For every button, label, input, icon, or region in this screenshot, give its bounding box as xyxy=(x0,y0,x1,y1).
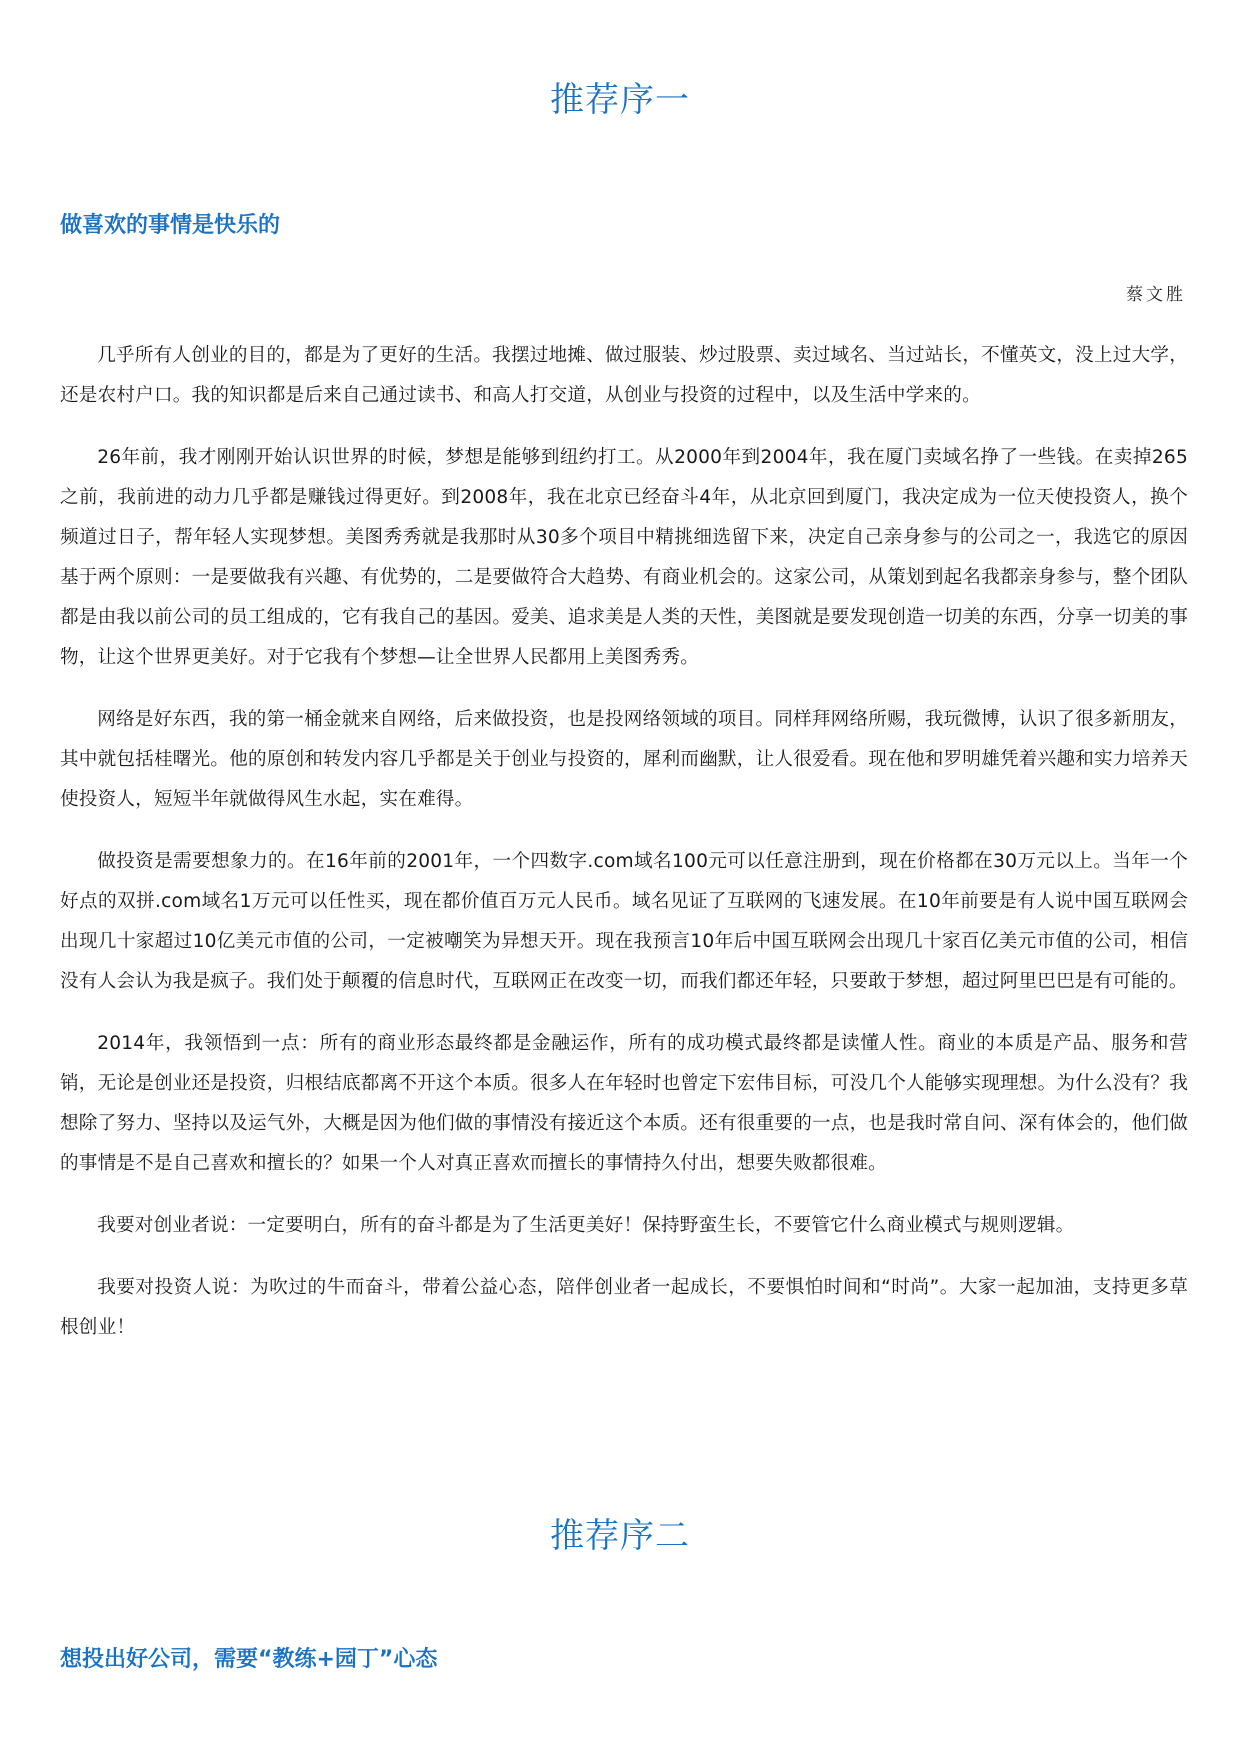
paragraph: 我要对创业者说：一定要明白，所有的奋斗都是为了生活更美好！保持野蛮生长，不要管它什么商业模式与规则逻辑。 xyxy=(97,1215,1075,1236)
paragraph: 我要对投资人说：为吹过的牛而奋斗，带着公益心态，陪伴创业者一起成长，不要惧怕时间和“时尚”。大家一起加油，支持更多草根创业！ xyxy=(60,1277,1188,1338)
paragraph: 几乎所有人创业的目的，都是为了更好的生活。我摆过地摊、做过服装、炒过股票、卖过域名、当过站长，不懂英文，没上过大学，还是农村户口。我的知识都是后来自己通过读书、和高人打交道，从创业与投资的过程中，以及生活中学来的。 xyxy=(60,345,1188,406)
author-name: 蔡文胜 xyxy=(1126,285,1186,305)
preface-one-subtitle: 做喜欢的事情是快乐的 xyxy=(60,213,281,238)
paragraph: 做投资是需要想象力的。在16年前的2001年，一个四数字.com域名100元可以任意注册到，现在价格都在30万元以上。当年一个好点的双拼.com域名1万元可以任性买，现在都价值百万元人民币。域名见证了互联网的飞速发展。在10年前要是有人说中国互联网会出现几十家超过10亿美元市值的公司，一定被嘲笑为异想天开。现在我预言10年后中国互联网会出现几十家百亿美元市值的公司，相信没有人会认为我是疯子。我们处于颠覆的信息时代，互联网正在改变一切，而我们都还年轻，只要敢于梦想，超过阿里巴巴是有可能的。 xyxy=(60,851,1188,992)
paragraph: 2014年，我领悟到一点：所有的商业形态最终都是金融运作，所有的成功模式最终都是读懂人性。商业的本质是产品、服务和营销，无论是创业还是投资，归根结底都离不开这个本质。很多人在年轻时也曾定下宏伟目标，可没几个人能够实现理想。为什么没有？我想除了努力、坚持以及运气外，大概是因为他们做的事情没有接近这个本质。还有很重要的一点，也是我时常自问、深有体会的，他们做的事情是不是自己喜欢和擅长的？如果一个人对真正喜欢而擅长的事情持久付出，想要失败都很难。 xyxy=(60,1033,1188,1174)
preface-two-title: 推荐序二 xyxy=(550,1516,690,1556)
preface-two-subtitle: 想投出好公司，需要“教练+园丁”心态 xyxy=(60,1647,438,1672)
paragraph: 网络是好东西，我的第一桶金就来自网络，后来做投资，也是投网络领域的项目。同样拜网络所赐，我玩微博，认识了很多新朋友，其中就包括桂曙光。他的原创和转发内容几乎都是关于创业与投资的，犀利而幽默，让人很爱看。现在他和罗明雄凭着兴趣和实力培养天使投资人，短短半年就做得风生水起，实在难得。 xyxy=(60,709,1188,810)
preface-one-title: 推荐序一 xyxy=(550,80,690,120)
preface-one-body xyxy=(60,336,1188,1370)
paragraph: 26年前，我才刚刚开始认识世界的时候，梦想是能够到纽约打工。从2000年到2004年，我在厦门卖域名挣了一些钱。在卖掉265之前，我前进的动力几乎都是赚钱过得更好。到2008年，我在北京已经奋斗4年，从北京回到厦门，我决定成为一位天使投资人，换个频道过日子，帮年轻人实现梦想。美图秀秀就是我那时从30多个项目中精挑细选留下来，决定自己亲身参与的公司之一，我选它的原因基于两个原则：一是要做我有兴趣、有优势的，二是要做符合大趋势、有商业机会的。这家公司，从策划到起名我都亲身参与，整个团队都是由我以前公司的员工组成的，它有我自己的基因。爱美、追求美是人类的天性，美图就是要发现创造一切美的东西，分享一切美的事物，让这个世界更美好。对于它我有个梦想—让全世界人民都用上美图秀秀。 xyxy=(60,447,1188,668)
